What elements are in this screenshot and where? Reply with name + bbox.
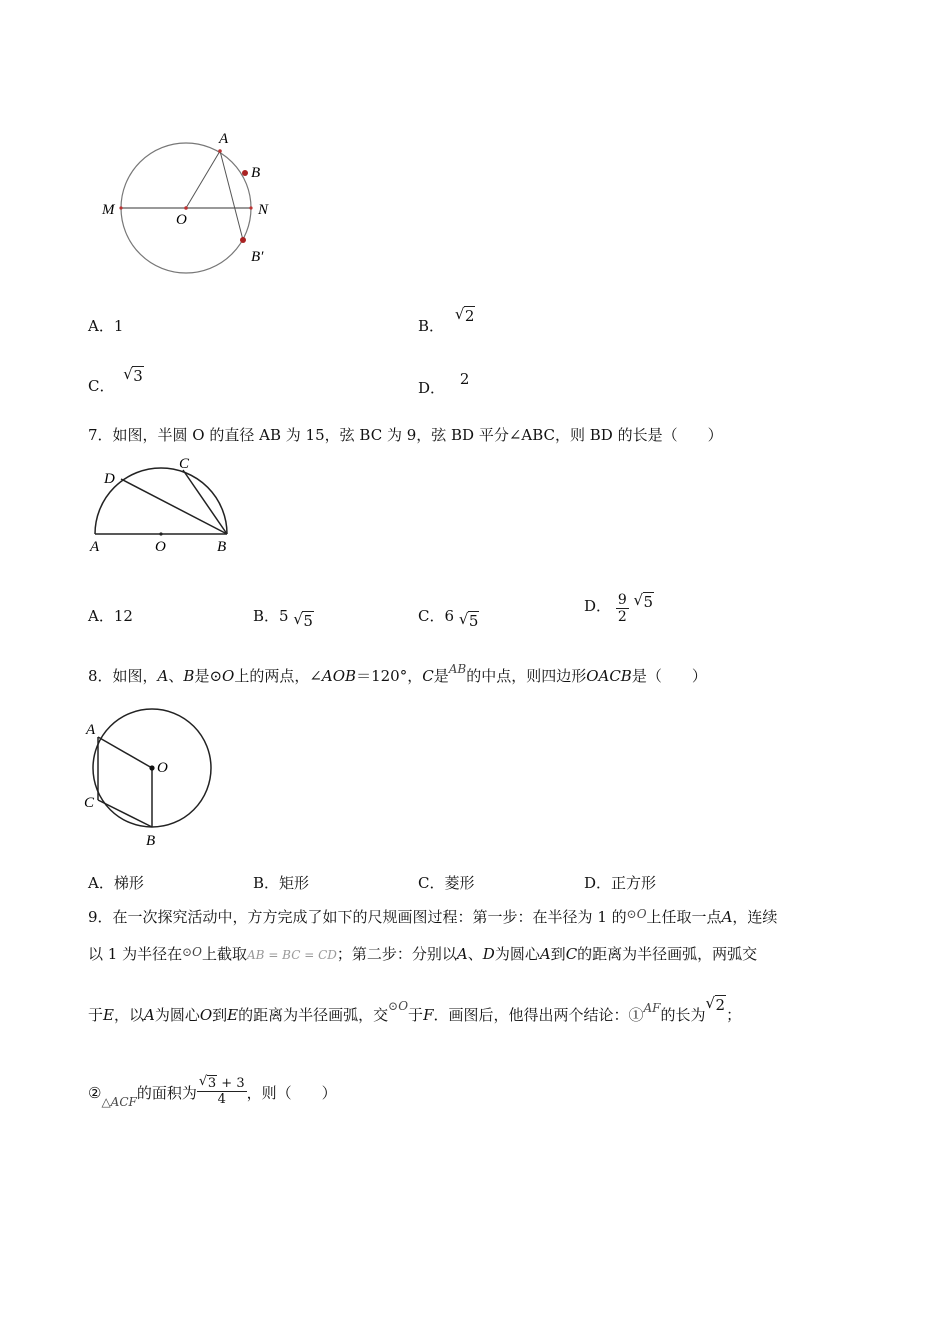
q8-segment-OA xyxy=(98,737,152,768)
q9-circO-2: ⊙O xyxy=(182,945,202,959)
q8-label-C: C xyxy=(84,795,95,811)
q8-option-C[interactable]: C．菱形 xyxy=(418,874,475,892)
q6-point-N xyxy=(249,206,252,209)
q9-var-A-4: A xyxy=(143,1006,155,1024)
q6-figure xyxy=(95,125,295,275)
q8-text-3: 上的两点，∠ xyxy=(234,667,322,685)
q9-text-3d: 到 xyxy=(212,1006,228,1024)
q6-option-D-prefix: D． xyxy=(418,379,446,397)
q7-option-C-coef: 6 xyxy=(444,607,455,625)
q9-var-A-1: A xyxy=(721,908,733,926)
q7-option-D-fraction xyxy=(616,592,629,625)
q9-text-2d: 、 xyxy=(467,945,483,963)
q9-text-3g: ．画图后，他得出两个结论：① xyxy=(433,1006,644,1024)
q8-figure xyxy=(82,703,222,853)
q9-text-2e: 为圆心 xyxy=(494,945,540,963)
q6-point-A xyxy=(218,149,222,153)
q6-option-A-value: 1 xyxy=(113,317,124,335)
q6-point-B xyxy=(242,170,248,176)
q7-stem: 7．如图，半圆 O 的直径 AB 为 15，弦 BC 为 9，弦 BD 平分∠ABC，则 BD 的长是（ ） xyxy=(88,426,723,444)
q8-option-A[interactable]: A．梯形 xyxy=(88,874,144,892)
q7-option-C-radicand: 5 xyxy=(468,612,479,630)
q7-point-O xyxy=(159,532,162,535)
q9-area-sqrt3-radicand: 3 xyxy=(207,1076,217,1091)
q9-text-2g: 的距离为半径画弧，两弧交 xyxy=(577,945,758,963)
q9-text-1b: 上任取一点 xyxy=(646,908,722,926)
q8-text-1: 8．如图， xyxy=(88,667,158,685)
q6-label-A: A xyxy=(219,131,229,147)
q9-var-E-2: E xyxy=(227,1006,239,1024)
q9-circO-3: ⊙O xyxy=(388,999,409,1013)
q9-area-fraction xyxy=(197,1076,247,1107)
q6-option-B-radicand: 2 xyxy=(464,307,475,325)
q7-label-D: D xyxy=(104,471,115,487)
q8-label-A: A xyxy=(86,722,96,738)
q9-text-2b: 上截取 xyxy=(202,945,248,963)
q9-text-3b: ，以 xyxy=(113,1006,144,1024)
q9-sqrt2-radicand: 2 xyxy=(715,996,726,1014)
q8-option-D[interactable]: D．正方形 xyxy=(584,874,657,892)
q7-option-B-sqrt: √ 5 xyxy=(293,610,313,630)
q8-label-B: B xyxy=(146,833,156,849)
q6-option-B-prefix: B． xyxy=(418,317,445,335)
q7-option-D-prefix: D． xyxy=(584,596,612,615)
q9-text-2a: 以 1 为半径在 xyxy=(88,945,183,963)
q9-var-O: O xyxy=(199,1006,213,1024)
q9-text-4b: 的面积为 xyxy=(136,1083,197,1102)
q8-var-OACB: OACB xyxy=(586,667,632,685)
q6-option-B-sqrt: √ 2 xyxy=(454,305,475,325)
q9-line-4 xyxy=(88,1068,337,1109)
q6-option-C-prefix: C． xyxy=(88,377,115,395)
q8-var-AOB: AOB xyxy=(321,667,357,685)
q6-option-D[interactable] xyxy=(418,368,470,397)
q7-option-A-value: 12 xyxy=(113,607,133,625)
q6-option-B[interactable] xyxy=(418,305,475,335)
q7-label-C: C xyxy=(179,456,190,472)
q7-option-B-prefix: B． xyxy=(253,607,280,625)
q8-point-O xyxy=(149,765,154,770)
q7-option-C[interactable] xyxy=(418,605,479,630)
q6-option-A[interactable] xyxy=(88,315,123,336)
q7-option-C-prefix: C． xyxy=(418,607,445,625)
q9-var-F: F xyxy=(423,1006,434,1024)
q6-label-Bprime: B′ xyxy=(251,249,264,265)
q9-area-plus3: + 3 xyxy=(217,1076,245,1091)
q6-point-Bprime xyxy=(240,237,246,243)
q9-area-denominator: 4 xyxy=(217,1092,226,1107)
q8-text-5: 是 xyxy=(433,667,449,685)
q9-text-1: 9．在一次探究活动中，方方完成了如下的尺规画图过程：第一步：在半径为 1 的 xyxy=(88,908,627,926)
q7-option-B[interactable] xyxy=(253,605,314,630)
q6-label-O: O xyxy=(176,212,187,228)
q9-text-2f: 到 xyxy=(550,945,566,963)
q6-label-M: M xyxy=(102,202,115,218)
q9-arc-AF: AF xyxy=(643,1001,661,1015)
q6-option-A-prefix: A． xyxy=(88,317,114,335)
q6-option-C[interactable] xyxy=(88,365,143,395)
q8-text-2: 是⊙ xyxy=(194,667,223,685)
q6-label-N: N xyxy=(258,202,269,218)
q8-var-A: A xyxy=(157,667,169,685)
q9-text-3f: 于 xyxy=(408,1006,424,1024)
q6-point-M xyxy=(119,206,122,209)
q9-var-A-3: A xyxy=(539,945,551,963)
q9-equation: AB = BC = CD xyxy=(247,948,337,962)
q8-text-6: 的中点，则四边形 xyxy=(466,667,587,685)
q7-option-D-sqrt: √ 5 xyxy=(633,590,654,611)
q7-option-D[interactable] xyxy=(584,592,654,625)
q6-point-O xyxy=(184,206,188,210)
q9-text-3i: ； xyxy=(726,1006,742,1024)
q9-var-C: C xyxy=(565,945,578,963)
q7-option-C-sqrt: √ 5 xyxy=(458,610,479,630)
q9-var-E-1: E xyxy=(103,1006,114,1024)
q9-area-sqrt3: √ 3 xyxy=(198,1074,217,1091)
q9-text-4c: ，则（ ） xyxy=(246,1083,337,1102)
q6-segment-AB' xyxy=(220,151,243,240)
q7-option-D-denominator: 2 xyxy=(617,609,627,625)
q9-var-A-2: A xyxy=(456,945,468,963)
q6-option-D-value: 2 xyxy=(459,370,470,388)
q7-label-A: A xyxy=(90,539,100,555)
q6-label-B: B xyxy=(251,165,261,181)
q8-var-C: C xyxy=(422,667,434,685)
q7-label-B: B xyxy=(217,539,227,555)
q9-text-1c: ，连续 xyxy=(732,908,778,926)
q9-text-3h: 的长为 xyxy=(660,1006,706,1024)
q6-option-C-radicand: 3 xyxy=(133,367,143,385)
q9-var-D: D xyxy=(482,945,495,963)
q7-chord-BD xyxy=(121,479,227,534)
q7-label-O: O xyxy=(155,539,166,555)
q8-label-O: O xyxy=(157,760,168,776)
q6-segment-OA xyxy=(186,151,220,208)
q8-option-B[interactable]: B．矩形 xyxy=(253,874,310,892)
q8-sep: 、 xyxy=(168,667,184,685)
q9-circO-1: ⊙O xyxy=(626,907,647,921)
q9-text-2c: ；第二步：分别以 xyxy=(336,945,457,963)
q9-line-3 xyxy=(88,994,742,1025)
q7-figure xyxy=(85,455,245,560)
q7-chord-BC xyxy=(183,470,227,534)
q8-segment-CB xyxy=(98,800,152,827)
q7-option-D-radicand: 5 xyxy=(643,592,654,611)
q7-option-A-prefix: A． xyxy=(88,607,114,625)
q8-arc-AB: AB xyxy=(448,662,467,676)
q9-line-1 xyxy=(88,906,777,927)
q9-triangle-ACF: △ACF xyxy=(101,1094,137,1109)
q9-text-3e: 的距离为半径画弧，交 xyxy=(238,1006,389,1024)
q7-option-D-numerator: 9 xyxy=(617,592,627,608)
q6-option-C-sqrt: √ 3 xyxy=(123,365,143,385)
q9-text-3a: 于 xyxy=(88,1006,104,1024)
q8-stem xyxy=(88,662,707,686)
q7-option-B-radicand: 5 xyxy=(303,612,313,630)
q9-text-3c: 为圆心 xyxy=(154,1006,200,1024)
q8-var-B: B xyxy=(183,667,195,685)
q7-option-B-coef: 5 xyxy=(279,607,289,625)
q9-area-numerator xyxy=(197,1076,247,1092)
q7-option-A[interactable] xyxy=(88,605,133,626)
q8-var-O: O xyxy=(222,667,235,685)
q9-text-4a: ② xyxy=(88,1083,102,1102)
q8-text-7: 是（ ） xyxy=(631,667,707,685)
q9-line-2 xyxy=(88,943,757,964)
q9-sqrt2: √ 2 xyxy=(705,994,726,1014)
q8-text-4: ＝120°， xyxy=(356,667,423,685)
